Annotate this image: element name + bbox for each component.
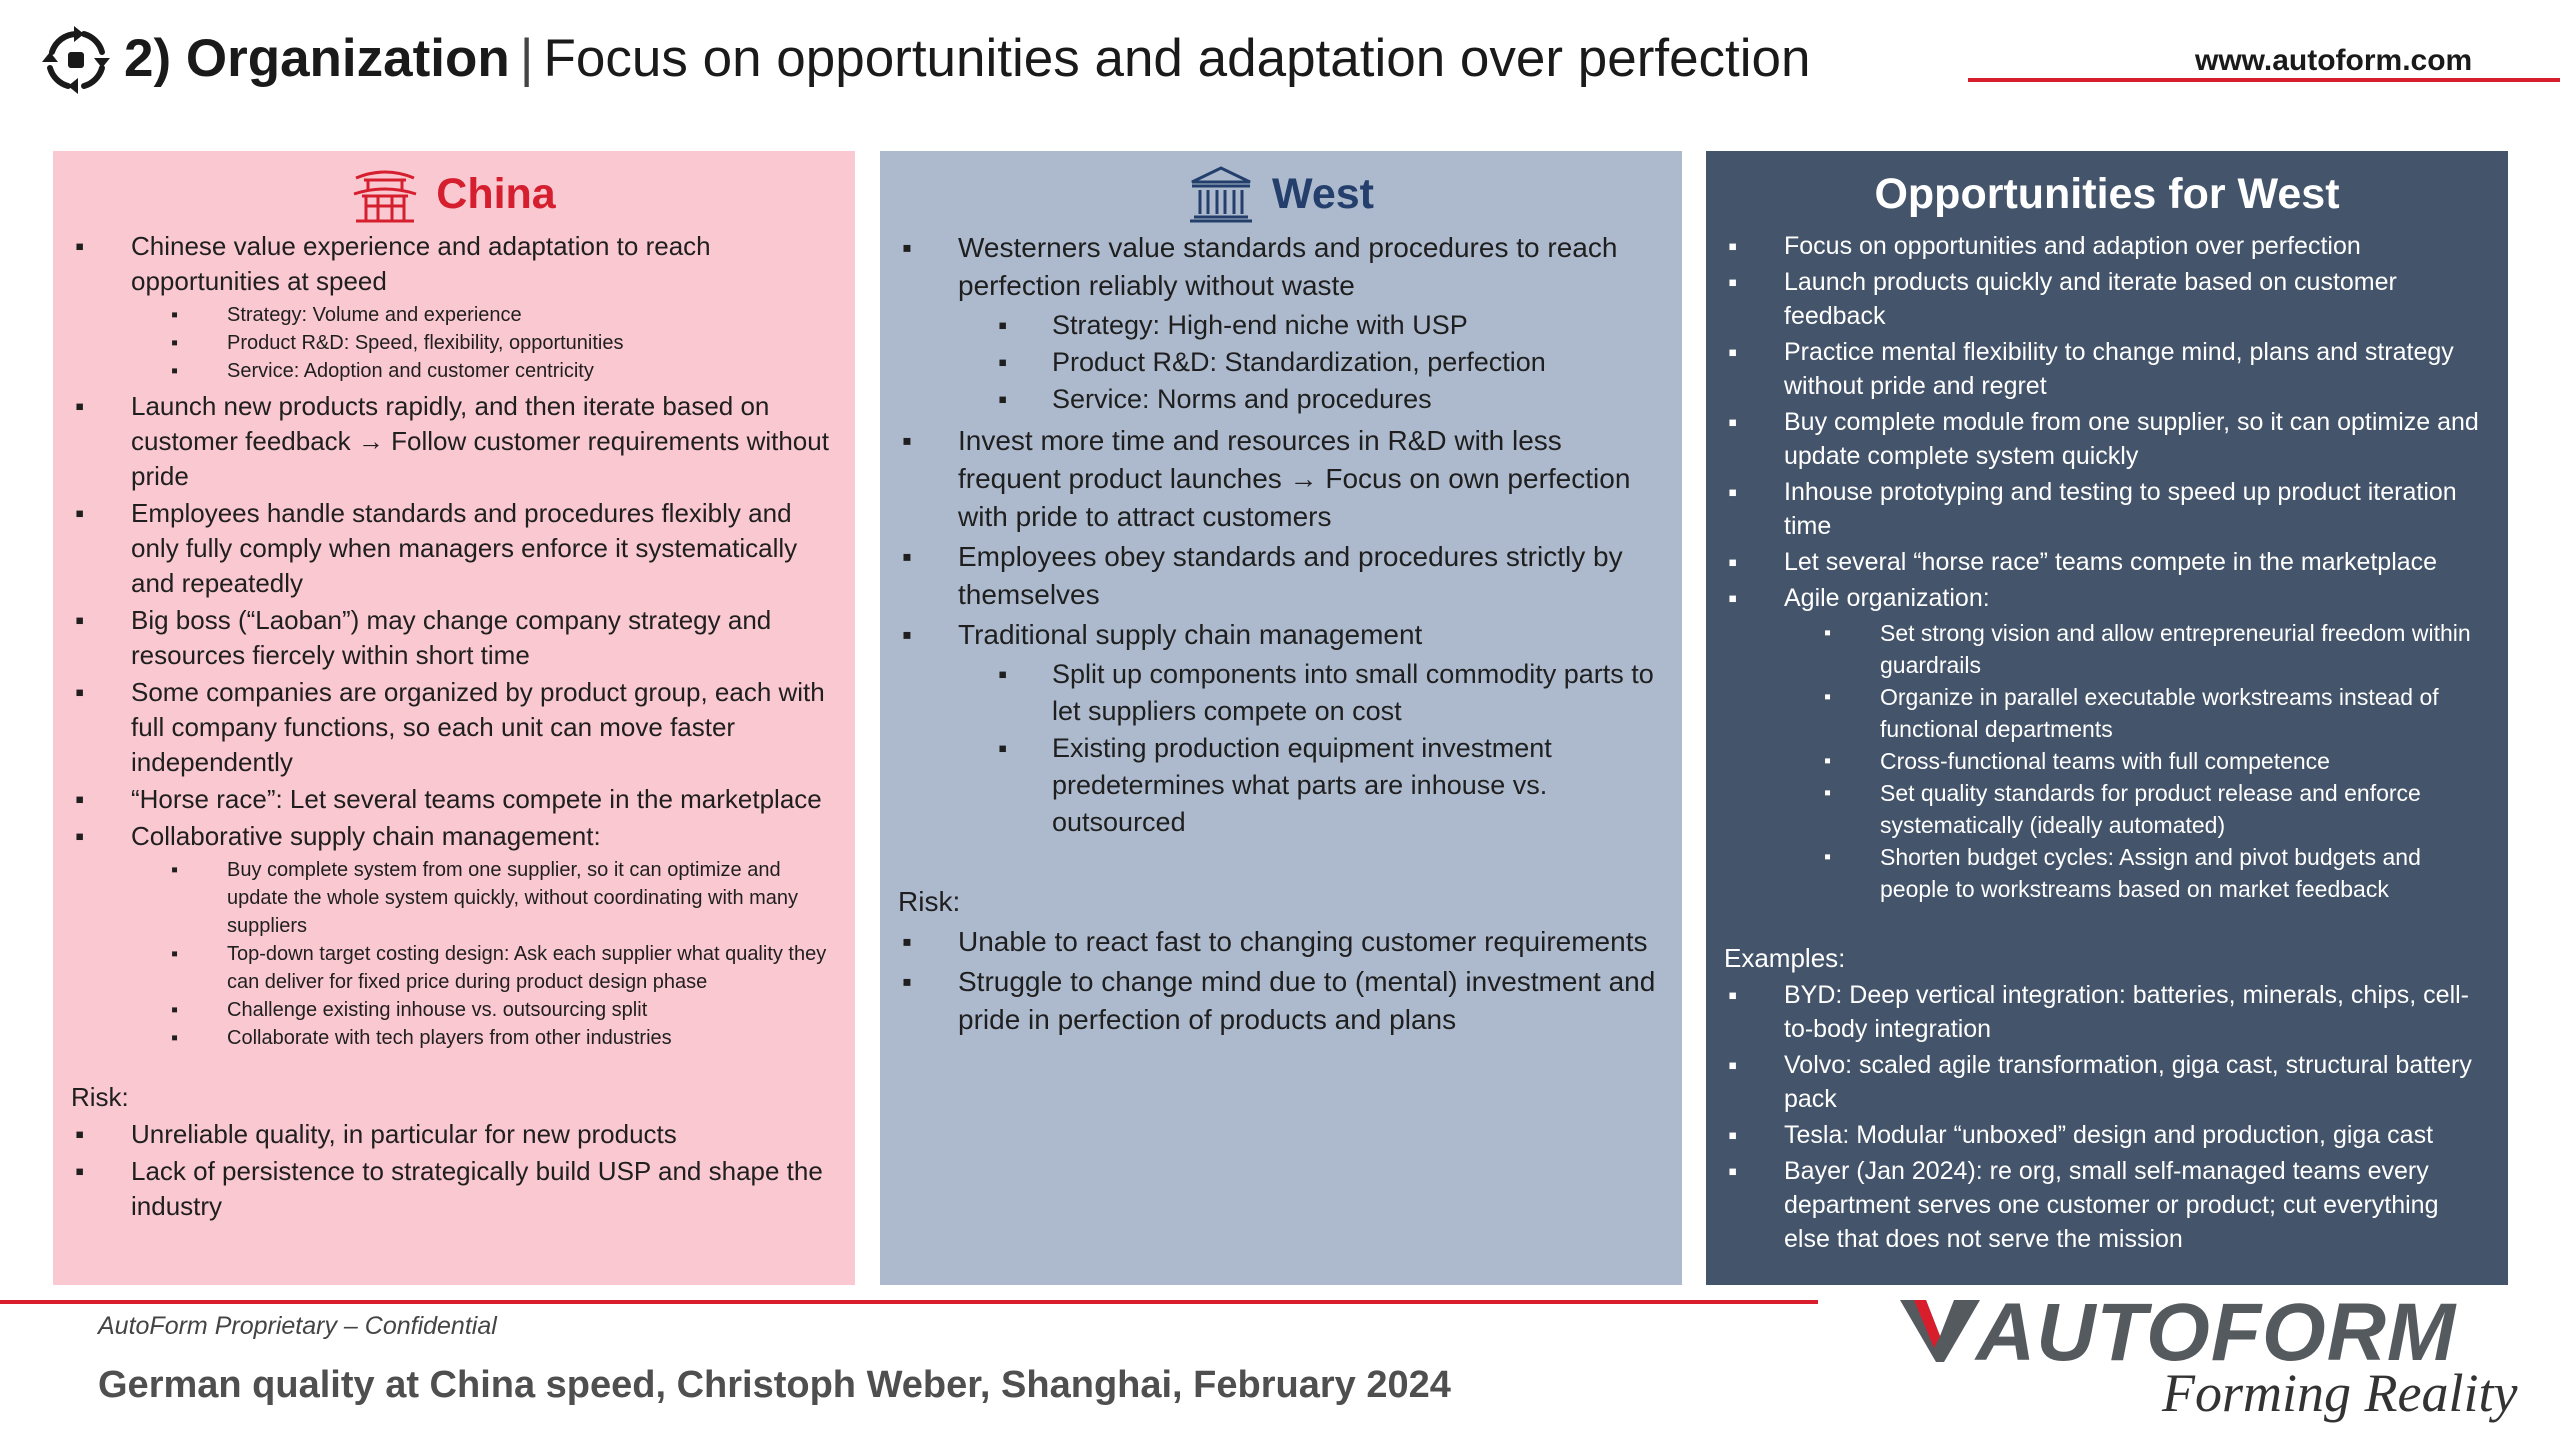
examples-label: Examples:: [1724, 943, 1846, 973]
title-subtitle: Focus on opportunities and adaptation over perfection: [543, 29, 1811, 88]
opportunities-title: Opportunities for West: [1874, 169, 2340, 218]
list-item: [71, 819, 837, 1052]
confidentiality-notice: AutoForm Proprietary – Confidential: [98, 1312, 497, 1340]
sub-list-item: ▪ Product R&D: Speed, flexibility, opportunities: [169, 329, 837, 357]
list-item: ▪ Launch products quickly and iterate based on customer feedback: [1724, 265, 2490, 333]
website-url[interactable]: www.autoform.com: [2195, 44, 2473, 77]
china-heading: [71, 161, 837, 227]
list-item: ▪ Let several “horse race” teams compete in the marketplace: [1724, 545, 2490, 579]
china-bullet-list: [71, 229, 837, 1052]
china-risk-list: [71, 1117, 837, 1224]
sub-list-item: ▪ Collaborate with tech players from other industries: [169, 1024, 837, 1052]
west-risk-list: [898, 923, 1664, 1039]
autoform-logo-text: AUTOFORM: [1976, 1287, 2457, 1378]
west-title: West: [1272, 169, 1374, 218]
example-item: ▪ Tesla: Modular “unboxed” design and production, giga cast: [1724, 1118, 2490, 1152]
example-item: ▪ BYD: Deep vertical integration: batteries, minerals, chips, cell-to-body integration: [1724, 978, 2490, 1046]
bullet-text: Traditional supply chain management: [958, 619, 1423, 650]
sub-list-item: ▪ Strategy: High-end niche with USP: [996, 307, 1664, 344]
sub-list: [1822, 617, 2490, 905]
bullet-text: Collaborative supply chain management:: [131, 821, 601, 851]
presentation-subtitle: German quality at China speed, Christoph Weber, Shanghai, February 2024: [98, 1364, 1451, 1406]
list-item: ▪ Practice mental flexibility to change mind, plans and strategy without pride and regret: [1724, 335, 2490, 403]
list-item: ▪ Launch new products rapidly, and then iterate based on customer feedback → Follow customer requirements without pride: [71, 389, 837, 494]
china-title: China: [436, 169, 556, 218]
sub-list-item: ▪ Challenge existing inhouse vs. outsourcing split: [169, 996, 837, 1024]
sub-list-item: ▪ Service: Norms and procedures: [996, 381, 1664, 418]
sub-list: [996, 656, 1664, 841]
examples-list: [1724, 978, 2490, 1256]
opportunities-heading: [1724, 161, 2490, 227]
sub-list-item: ▪ Buy complete system from one supplier, so it can optimize and update the whole system quickly, without coordinating with many suppliers: [169, 856, 837, 940]
list-item: [898, 616, 1664, 841]
west-panel: [880, 151, 1682, 1285]
sub-list-item: ▪ Top-down target costing design: Ask each supplier what quality they can deliver for fixed price during product design phase: [169, 940, 837, 996]
list-item: ▪ Inhouse prototyping and testing to speed up product iteration time: [1724, 475, 2490, 543]
pagoda-icon: [352, 164, 418, 224]
list-item: [898, 229, 1664, 418]
example-item: ▪ Volvo: scaled agile transformation, giga cast, structural battery pack: [1724, 1048, 2490, 1116]
title-section: 2) Organization: [124, 29, 510, 88]
header-accent-line: [1968, 78, 2560, 82]
sub-list-item: ▪ Existing production equipment investment predetermines what parts are inhouse vs. outsourced: [996, 730, 1664, 841]
cycle-arrows-icon: [38, 22, 114, 98]
list-item: ▪ Focus on opportunities and adaption over perfection: [1724, 229, 2490, 263]
risk-item: ▪ Unable to react fast to changing customer requirements: [898, 923, 1664, 961]
logo-tagline: Forming Reality: [2162, 1363, 2518, 1423]
autoform-logo-mark-icon: [1900, 1296, 1980, 1366]
sub-list-item: ▪ Product R&D: Standardization, perfection: [996, 344, 1664, 381]
sub-list-item: ▪ Service: Adoption and customer centricity: [169, 357, 837, 385]
bullet-text: Westerners value standards and procedures to reach perfection reliably without waste: [958, 232, 1618, 301]
list-item: ▪ “Horse race”: Let several teams compete in the marketplace: [71, 782, 837, 817]
sub-list: [996, 307, 1664, 418]
risk-item: ▪ Struggle to change mind due to (mental) investment and pride in perfection of products and plans: [898, 963, 1664, 1039]
footer-accent-line: [0, 1300, 1818, 1304]
list-item: ▪ Employees obey standards and procedures strictly by themselves: [898, 538, 1664, 614]
example-item: ▪ Bayer (Jan 2024): re org, small self-managed teams every department serves one customer or product; cut everything else that does not serve the mission: [1724, 1154, 2490, 1256]
list-item: [1724, 581, 2490, 905]
sub-list: [169, 301, 837, 385]
list-item: ▪ Some companies are organized by product group, each with full company functions, so each unit can move faster independently: [71, 675, 837, 780]
title-separator: |: [519, 29, 534, 88]
list-item: ▪ Buy complete module from one supplier, so it can optimize and update complete system quickly: [1724, 405, 2490, 473]
opportunities-panel: [1706, 151, 2508, 1285]
sub-list-item: ▪ Set quality standards for product release and enforce systematically (ideally automated): [1822, 777, 2490, 841]
sub-list: [169, 856, 837, 1052]
bullet-text: Agile organization:: [1784, 584, 1990, 612]
sub-list-item: ▪ Split up components into small commodity parts to let suppliers compete on cost: [996, 656, 1664, 730]
opportunities-bullet-list: [1724, 229, 2490, 905]
west-heading: [898, 161, 1664, 227]
sub-list-item: ▪ Strategy: Volume and experience: [169, 301, 837, 329]
columns-building-icon: [1188, 164, 1254, 224]
page-title: [124, 26, 1811, 92]
bullet-text: Chinese value experience and adaptation to reach opportunities at speed: [131, 231, 711, 296]
west-risk-label: Risk:: [898, 886, 961, 917]
list-item: ▪ Big boss (“Laoban”) may change company strategy and resources fiercely within short time: [71, 603, 837, 673]
sub-list-item: ▪ Shorten budget cycles: Assign and pivot budgets and people to workstreams based on market feedback: [1822, 841, 2490, 905]
china-panel: [53, 151, 855, 1285]
china-risk-label: Risk:: [71, 1082, 129, 1112]
list-item: ▪ Employees handle standards and procedures flexibly and only fully comply when managers enforce it systematically and repeatedly: [71, 496, 837, 601]
sub-list-item: ▪ Set strong vision and allow entrepreneurial freedom within guardrails: [1822, 617, 2490, 681]
sub-list-item: ▪ Organize in parallel executable workstreams instead of functional departments: [1822, 681, 2490, 745]
west-bullet-list: [898, 229, 1664, 841]
sub-list-item: ▪ Cross-functional teams with full competence: [1822, 745, 2490, 777]
risk-item: ▪ Lack of persistence to strategically build USP and shape the industry: [71, 1154, 837, 1224]
list-item: ▪ Invest more time and resources in R&D with less frequent product launches → Focus on own perfection with pride to attract customers: [898, 422, 1664, 536]
risk-item: ▪ Unreliable quality, in particular for new products: [71, 1117, 837, 1152]
list-item: [71, 229, 837, 385]
